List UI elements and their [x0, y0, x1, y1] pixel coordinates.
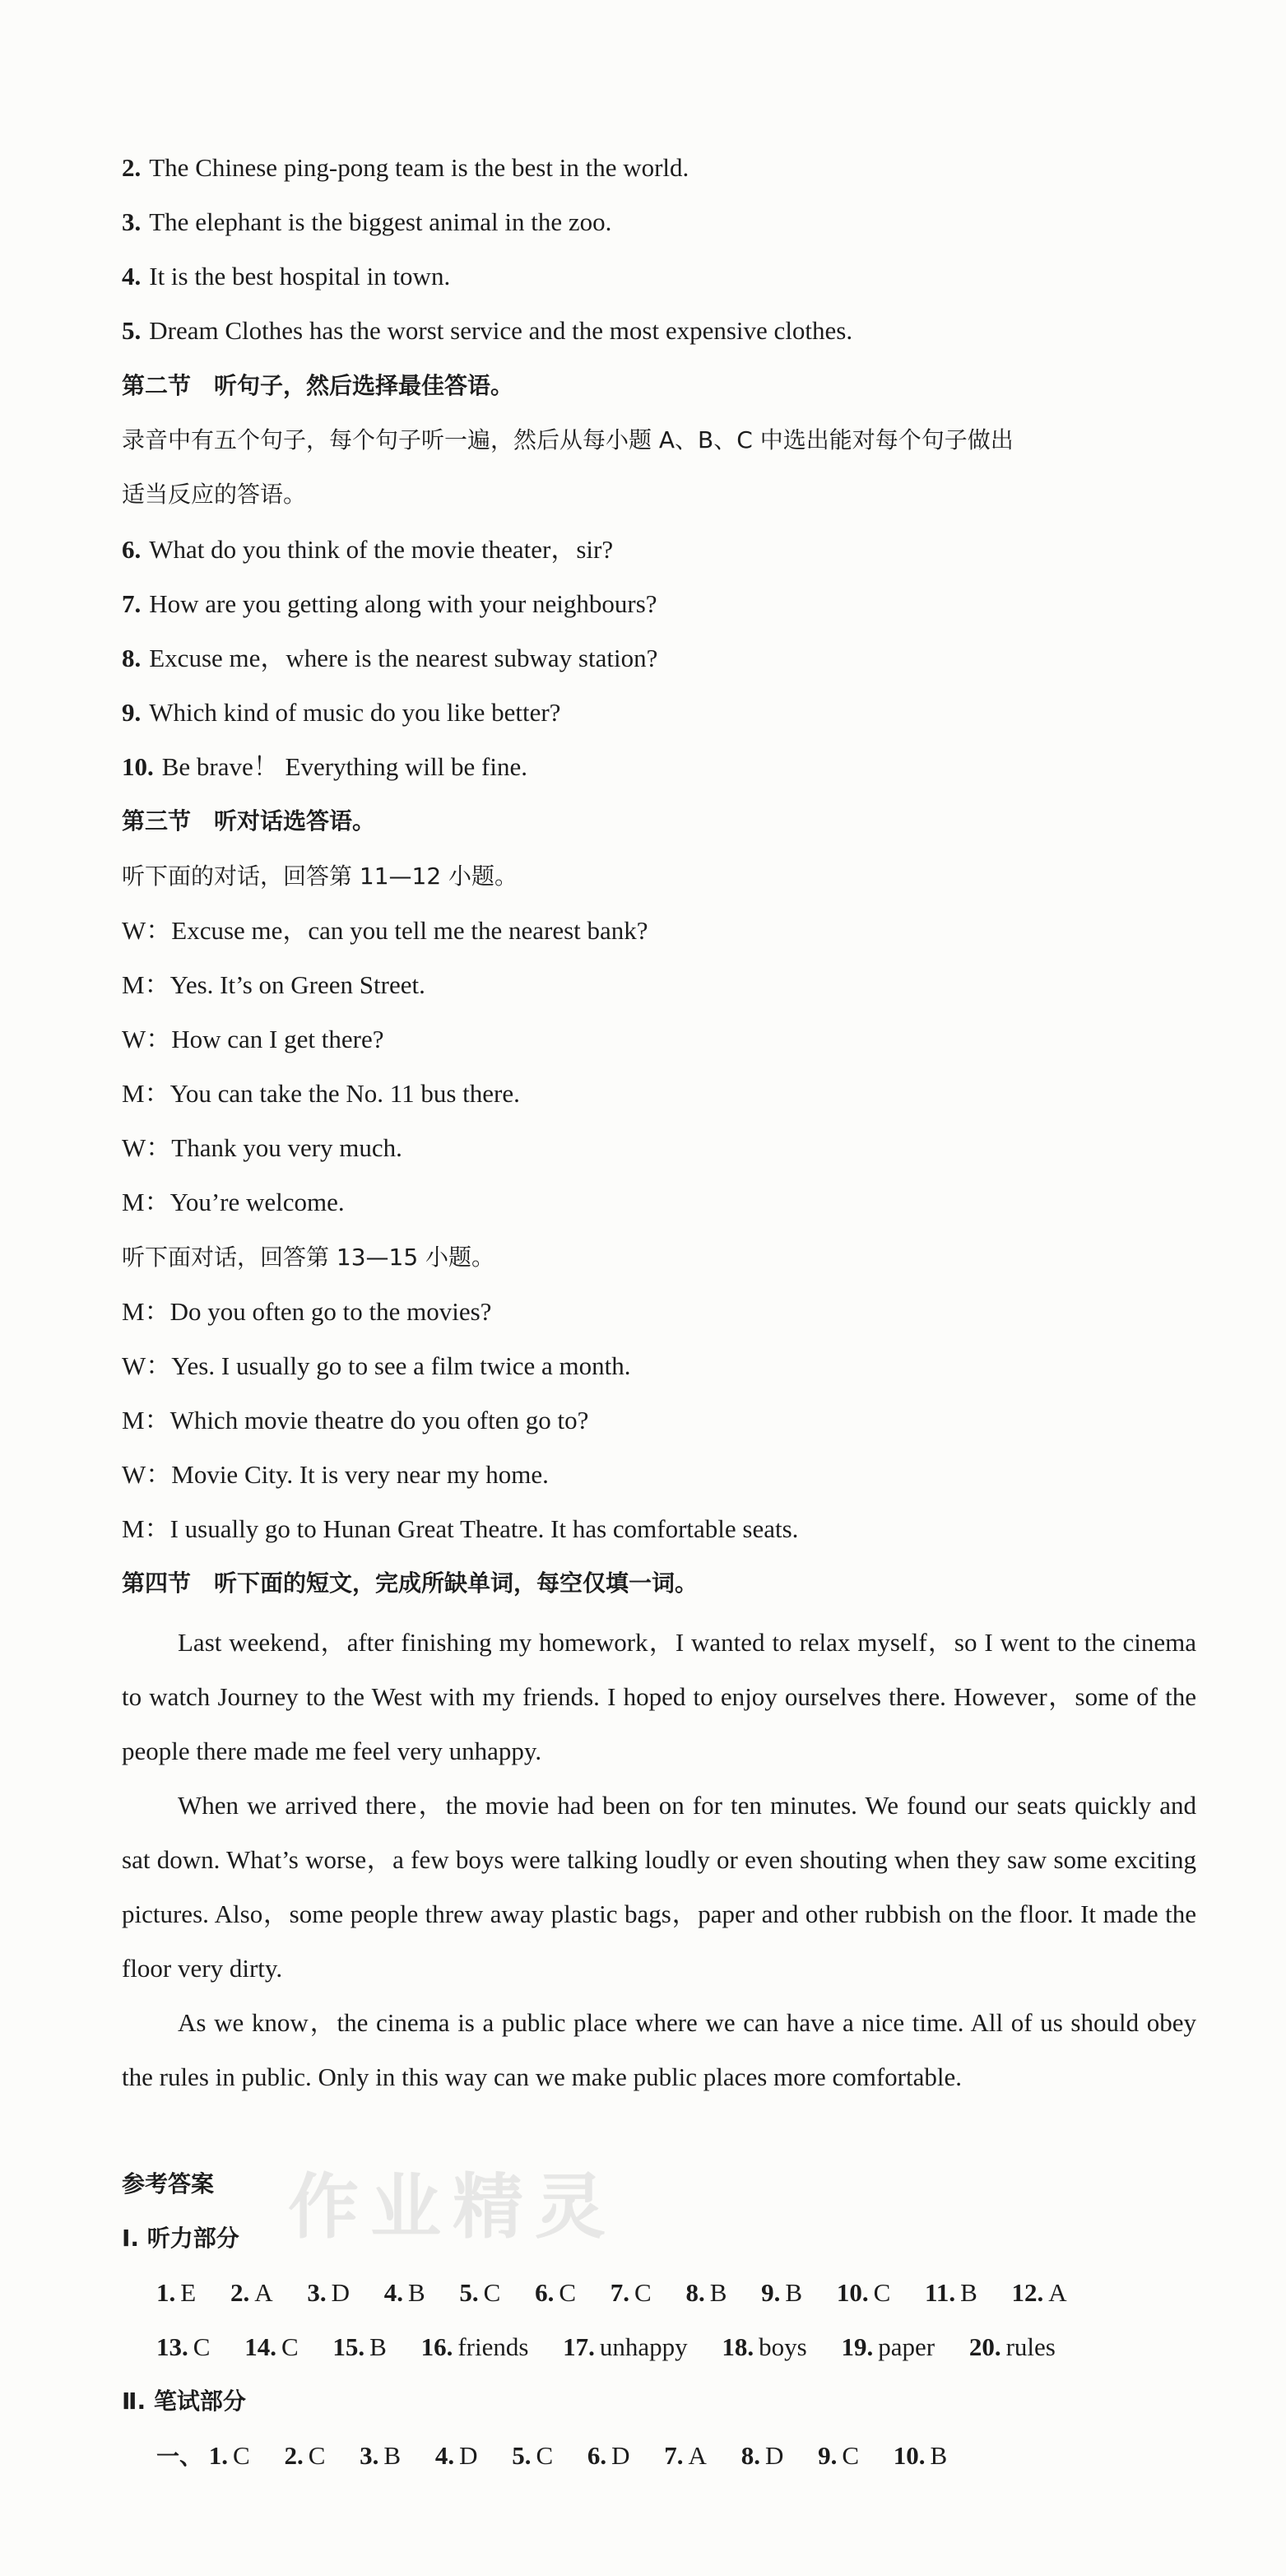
- passage-paragraph: As we know，the cinema is a public place where we can have a nice time. All of us should obey the rules in public. Only in this way can we make public places more comfortable.: [122, 2008, 1196, 2091]
- answer-item: 5. C: [512, 2441, 554, 2470]
- dialog-line: M：You’re welcome.: [122, 1188, 345, 1216]
- question-line: 6. What do you think of the movie theater，sir?: [122, 535, 614, 564]
- answer-item: 17. unhappy: [563, 2332, 688, 2361]
- instruction-text: 听下面的对话，回答第 11—12 小题。: [122, 863, 518, 890]
- answer-item: 12. A: [1011, 2278, 1067, 2307]
- answer-item: 3. D: [307, 2278, 350, 2307]
- answer-item: 5. C: [459, 2278, 501, 2307]
- section-heading: 第三节 听对话选答语。: [122, 807, 376, 835]
- answer-item: 20. rules: [968, 2332, 1056, 2361]
- question-line: 9. Which kind of music do you like better?: [122, 698, 561, 727]
- answer-item: 4. D: [434, 2441, 478, 2470]
- answer-item: 7. A: [664, 2441, 707, 2470]
- answer-item: 7. C: [610, 2278, 652, 2307]
- dialog-line: M：Yes. It’s on Green Street.: [122, 970, 425, 999]
- instruction-text: 录音中有五个句子，每个句子听一遍，然后从每小题 A、B、C 中选出能对每个句子做出: [122, 426, 1014, 453]
- answer-item: 16. friends: [420, 2332, 529, 2361]
- answer-item: 13. C: [156, 2332, 211, 2361]
- answer-item: 9. C: [818, 2441, 860, 2470]
- question-line: 8. Excuse me，where is the nearest subway station?: [122, 644, 658, 672]
- dialog-line: M：You can take the No. 11 bus there.: [122, 1079, 520, 1108]
- dialog-line: M：I usually go to Hunan Great Theatre. It has comfortable seats.: [122, 1514, 799, 1543]
- answer-item: 10. C: [836, 2278, 891, 2307]
- answer-row: [156, 2439, 975, 2473]
- answer-item: 8. D: [740, 2441, 784, 2470]
- dialog-line: W：Movie City. It is very near my home.: [122, 1460, 549, 1489]
- section-heading: 第四节 听下面的短文，完成所缺单词，每空仅填一词。: [122, 1569, 699, 1597]
- question-line: 5. Dream Clothes has the worst service and the most expensive clothes.: [122, 316, 853, 345]
- dialog-line: W：Thank you very much.: [122, 1133, 402, 1162]
- watermark: 作业精灵: [288, 2166, 617, 2248]
- answer-item: 3. B: [360, 2441, 402, 2470]
- dialog-line: W：Excuse me，can you tell me the nearest bank?: [122, 916, 648, 945]
- answers-title: 参考答案: [122, 2170, 215, 2197]
- question-line: 3. The elephant is the biggest animal in the zoo.: [122, 207, 612, 236]
- dialog-line: W：Yes. I usually go to see a film twice a month.: [122, 1351, 631, 1380]
- answer-item: 10. B: [893, 2441, 948, 2470]
- answer-item: 18. boys: [722, 2332, 807, 2361]
- answer-item: 8. B: [685, 2278, 727, 2307]
- instruction-text: 适当反应的答语。: [122, 481, 307, 508]
- answers-part-title: Ⅰ. 听力部分: [122, 2225, 239, 2252]
- question-line: 4. It is the best hospital in town.: [122, 262, 451, 291]
- answer-item: 4. B: [383, 2278, 425, 2307]
- answer-item: 2. A: [230, 2278, 273, 2307]
- answer-item: 2. C: [284, 2441, 326, 2470]
- answer-item: 15. B: [332, 2332, 387, 2361]
- answer-row: [156, 2331, 1084, 2364]
- question-line: 7. How are you getting along with your neighbours?: [122, 589, 657, 618]
- answer-prefix: 一、: [156, 2443, 203, 2470]
- dialog-line: M：Which movie theatre do you often go to?: [122, 1406, 589, 1434]
- answers-part-title: Ⅱ. 笔试部分: [122, 2388, 246, 2415]
- answer-item: 1. C: [208, 2441, 250, 2470]
- question-line: 2. The Chinese ping-pong team is the best in the world.: [122, 153, 689, 182]
- answer-item: 14. C: [244, 2332, 299, 2361]
- answer-item: 6. D: [587, 2441, 630, 2470]
- answer-item: 6. C: [535, 2278, 577, 2307]
- passage-paragraph: Last weekend，after finishing my homework，I wanted to relax myself，so I went to the cinema to watch Journey to the West with my friends. I hoped to enjoy ourselves there. However，some of the people there made me feel very unhappy.: [122, 1628, 1196, 1765]
- answer-row: [156, 2276, 1095, 2309]
- instruction-text: 听下面对话，回答第 13—15 小题。: [122, 1244, 495, 1271]
- passage-paragraph: When we arrived there，the movie had been on for ten minutes. We found our seats quickly and sat down. What’s worse，a few boys were talking loudly or even shouting when they saw some exciting pictures. Also，some people threw away plastic bags，paper and other rubbish on the floor. It made the floor very dirty.: [122, 1791, 1196, 1983]
- answer-item: 19. paper: [841, 2332, 935, 2361]
- section-heading: 第二节 听句子，然后选择最佳答语。: [122, 372, 514, 399]
- question-line: 10. Be brave！ Everything will be fine.: [122, 752, 527, 781]
- answer-item: 9. B: [761, 2278, 803, 2307]
- answer-item: 11. B: [925, 2278, 977, 2307]
- dialog-line: M：Do you often go to the movies?: [122, 1297, 492, 1326]
- dialog-line: W：How can I get there?: [122, 1025, 384, 1053]
- answer-item: 1. E: [156, 2278, 197, 2307]
